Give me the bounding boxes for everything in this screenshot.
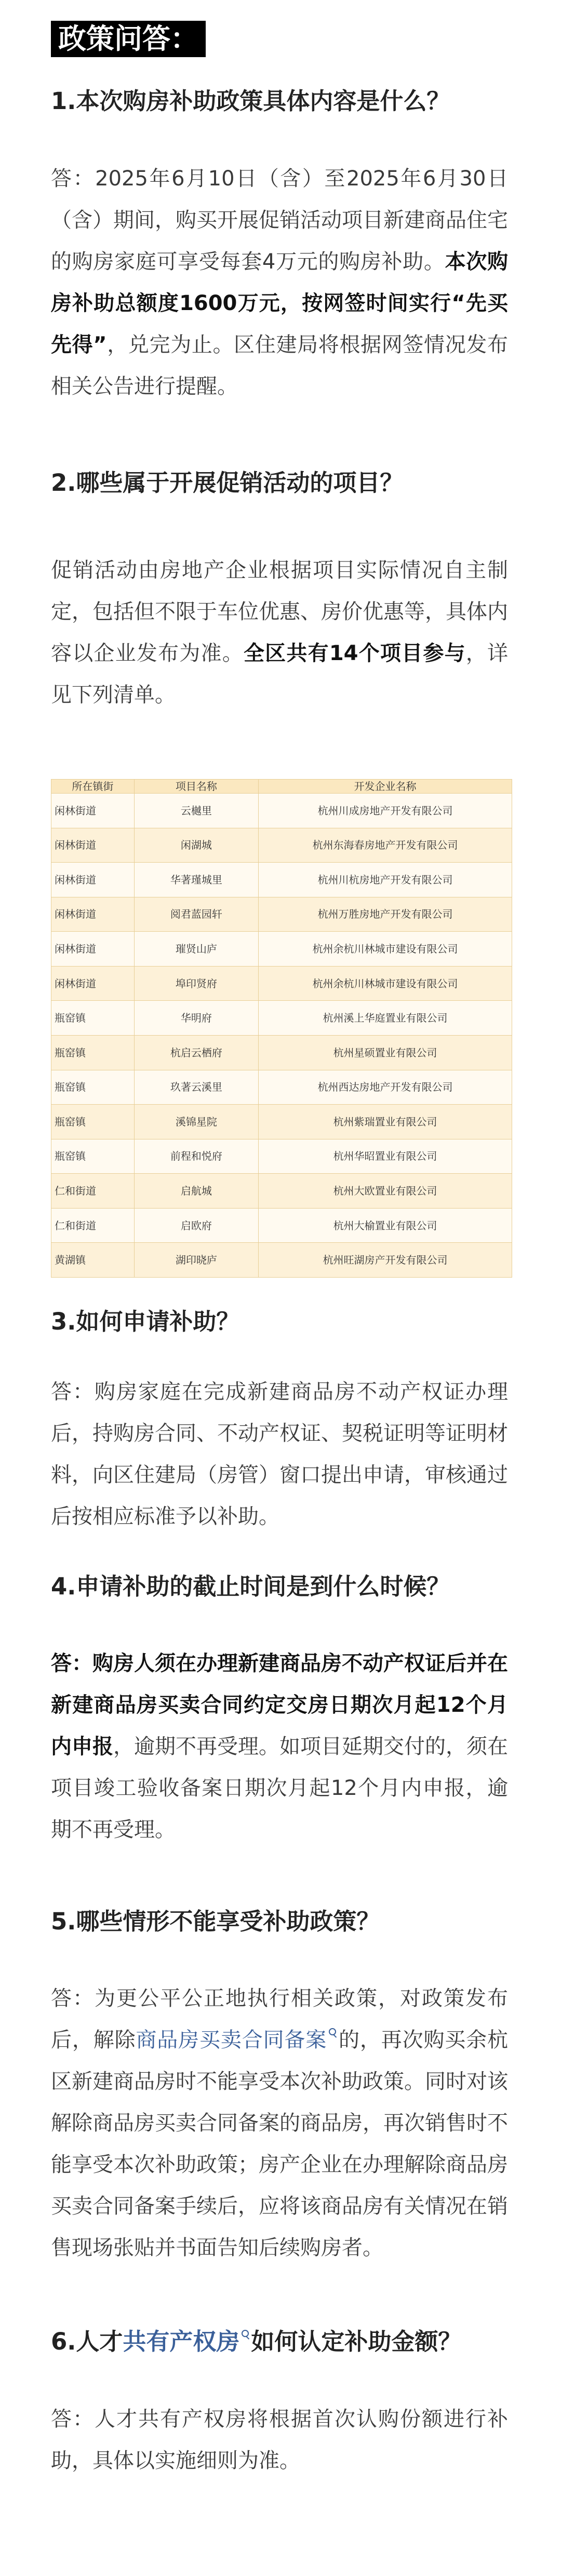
table-row bbox=[51, 794, 512, 828]
search-icon[interactable] bbox=[241, 2330, 251, 2341]
table-row bbox=[51, 1139, 512, 1174]
cell-project: 璀贤山庐 bbox=[134, 932, 258, 967]
cell-developer: 杭州万胜房地产开发有限公司 bbox=[259, 897, 512, 932]
question-2: 2.哪些属于开展促销活动的项目？ bbox=[51, 469, 404, 497]
cell-town: 瓶窑镇 bbox=[51, 1139, 135, 1174]
cell-developer: 杭州星硕置业有限公司 bbox=[259, 1035, 512, 1070]
cell-developer: 杭州东海春房地产开发有限公司 bbox=[259, 828, 512, 863]
table-row bbox=[51, 1105, 512, 1139]
cell-project: 闲湖城 bbox=[134, 828, 258, 863]
section-title: 政策问答： bbox=[51, 21, 206, 57]
cell-project: 埠印贤府 bbox=[134, 966, 258, 1001]
cell-developer: 杭州西达房地产开发有限公司 bbox=[259, 1070, 512, 1105]
table-row bbox=[51, 1070, 512, 1105]
cell-developer: 杭州大欧置业有限公司 bbox=[259, 1174, 512, 1209]
question-4: 4.申请补助的截止时间是到什么时候？ bbox=[51, 1573, 450, 1600]
projects-table bbox=[51, 779, 512, 1278]
cell-town: 瓶窑镇 bbox=[51, 1001, 135, 1036]
cell-town: 瓶窑镇 bbox=[51, 1035, 135, 1070]
cell-developer: 杭州川成房地产开发有限公司 bbox=[259, 794, 512, 828]
cell-town: 仁和街道 bbox=[51, 1174, 135, 1209]
table-row bbox=[51, 1035, 512, 1070]
cell-developer: 杭州华昭置业有限公司 bbox=[259, 1139, 512, 1174]
table-header-town: 所在镇街 bbox=[51, 780, 135, 794]
answer-5: 答：为更公平公正地执行相关政策，对政策发布后，解除商品房买卖合同备案 的，再次购买余杭区新建商品房时不能享受本次补助政策。同时对该解除商品房买卖合同备案的商品房，再次销售时不能享受本次补助政策；房产企业在办理解除商品房买卖合同备案手续后，应将该商品房有关情况在销售现场张贴并书面告知后续购房者。 bbox=[51, 1987, 509, 2260]
cell-project: 溪锦星院 bbox=[134, 1105, 258, 1139]
cell-developer: 杭州溪上华庭置业有限公司 bbox=[259, 1001, 512, 1036]
cell-developer: 杭州川杭房地产开发有限公司 bbox=[259, 863, 512, 897]
question-5: 5.哪些情形不能享受补助政策？ bbox=[51, 1908, 380, 1935]
cell-town: 闲林街道 bbox=[51, 897, 135, 932]
cell-town: 闲林街道 bbox=[51, 932, 135, 967]
cell-developer: 杭州大榆置业有限公司 bbox=[259, 1208, 512, 1243]
link-contract-filing[interactable]: 商品房买卖合同备案 bbox=[136, 2028, 327, 2052]
table-row bbox=[51, 863, 512, 897]
cell-town: 闲林街道 bbox=[51, 828, 135, 863]
cell-project: 前程和悦府 bbox=[134, 1139, 258, 1174]
cell-developer: 杭州旺湖房产开发有限公司 bbox=[259, 1243, 512, 1278]
table-row bbox=[51, 1174, 512, 1209]
table-header-project: 项目名称 bbox=[134, 780, 258, 794]
cell-project: 启航城 bbox=[134, 1174, 258, 1209]
table-row bbox=[51, 1001, 512, 1036]
table-row bbox=[51, 966, 512, 1001]
question-6: 6.人才共有产权房 如何认定补助金额？ bbox=[51, 2328, 462, 2355]
cell-project: 启欧府 bbox=[134, 1208, 258, 1243]
table-header-developer: 开发企业名称 bbox=[259, 780, 512, 794]
cell-developer: 杭州余杭川林城市建设有限公司 bbox=[259, 932, 512, 967]
search-icon[interactable] bbox=[328, 2028, 338, 2040]
link-shared-property[interactable]: 共有产权房 bbox=[123, 2328, 240, 2355]
cell-town: 闲林街道 bbox=[51, 863, 135, 897]
table-row bbox=[51, 1243, 512, 1278]
answer-4: 答：购房人须在办理新建商品房不动产权证后并在新建商品房买卖合同约定交房日期次月起12个月内申报，逾期不再受理。如项目延期交付的，须在项目竣工验收备案日期次月起12个月内申报，逾期不再受理。 bbox=[51, 1652, 508, 1842]
table-row bbox=[51, 932, 512, 967]
table-row bbox=[51, 1208, 512, 1243]
table-row bbox=[51, 897, 512, 932]
cell-project: 云樾里 bbox=[134, 794, 258, 828]
table-header-row bbox=[51, 780, 512, 794]
table-row bbox=[51, 828, 512, 863]
question-1: 1.本次购房补助政策具体内容是什么？ bbox=[51, 87, 450, 115]
answer-6: 答：人才共有产权房将根据首次认购份额进行补助，具体以实施细则为准。 bbox=[51, 2407, 508, 2473]
cell-project: 华明府 bbox=[134, 1001, 258, 1036]
cell-project: 华著瑾城里 bbox=[134, 863, 258, 897]
cell-town: 瓶窑镇 bbox=[51, 1105, 135, 1139]
cell-town: 黄湖镇 bbox=[51, 1243, 135, 1278]
answer-3: 答：购房家庭在完成新建商品房不动产权证办理后，持购房合同、不动产权证、契税证明等证明材料，向区住建局（房管）窗口提出申请，审核通过后按相应标准予以补助。 bbox=[51, 1380, 508, 1528]
cell-developer: 杭州紫瑞置业有限公司 bbox=[259, 1105, 512, 1139]
question-3: 3.如何申请补助？ bbox=[51, 1308, 240, 1335]
cell-project: 阅君蓝园轩 bbox=[134, 897, 258, 932]
answer-2: 促销活动由房地产企业根据项目实际情况自主制定，包括但不限于车位优惠、房价优惠等，具体内容以企业发布为准。全区共有14个项目参与，详见下列清单。 bbox=[51, 558, 508, 707]
cell-town: 仁和街道 bbox=[51, 1208, 135, 1243]
cell-project: 杭启云栖府 bbox=[134, 1035, 258, 1070]
cell-town: 瓶窑镇 bbox=[51, 1070, 135, 1105]
cell-developer: 杭州余杭川林城市建设有限公司 bbox=[259, 966, 512, 1001]
cell-project: 玖著云溪里 bbox=[134, 1070, 258, 1105]
cell-town: 闲林街道 bbox=[51, 794, 135, 828]
answer-1: 答：2025年6月10日（含）至2025年6月30日（含）期间，购买开展促销活动项目新建商品住宅的购房家庭可享受每套4万元的购房补助。本次购房补助总额度1600万元，按网签时间实行“先买先得”，兑完为止。区住建局将根据网签情况发布相关公告进行提醒。 bbox=[51, 167, 509, 398]
cell-project: 湖印晓庐 bbox=[134, 1243, 258, 1278]
cell-town: 闲林街道 bbox=[51, 966, 135, 1001]
